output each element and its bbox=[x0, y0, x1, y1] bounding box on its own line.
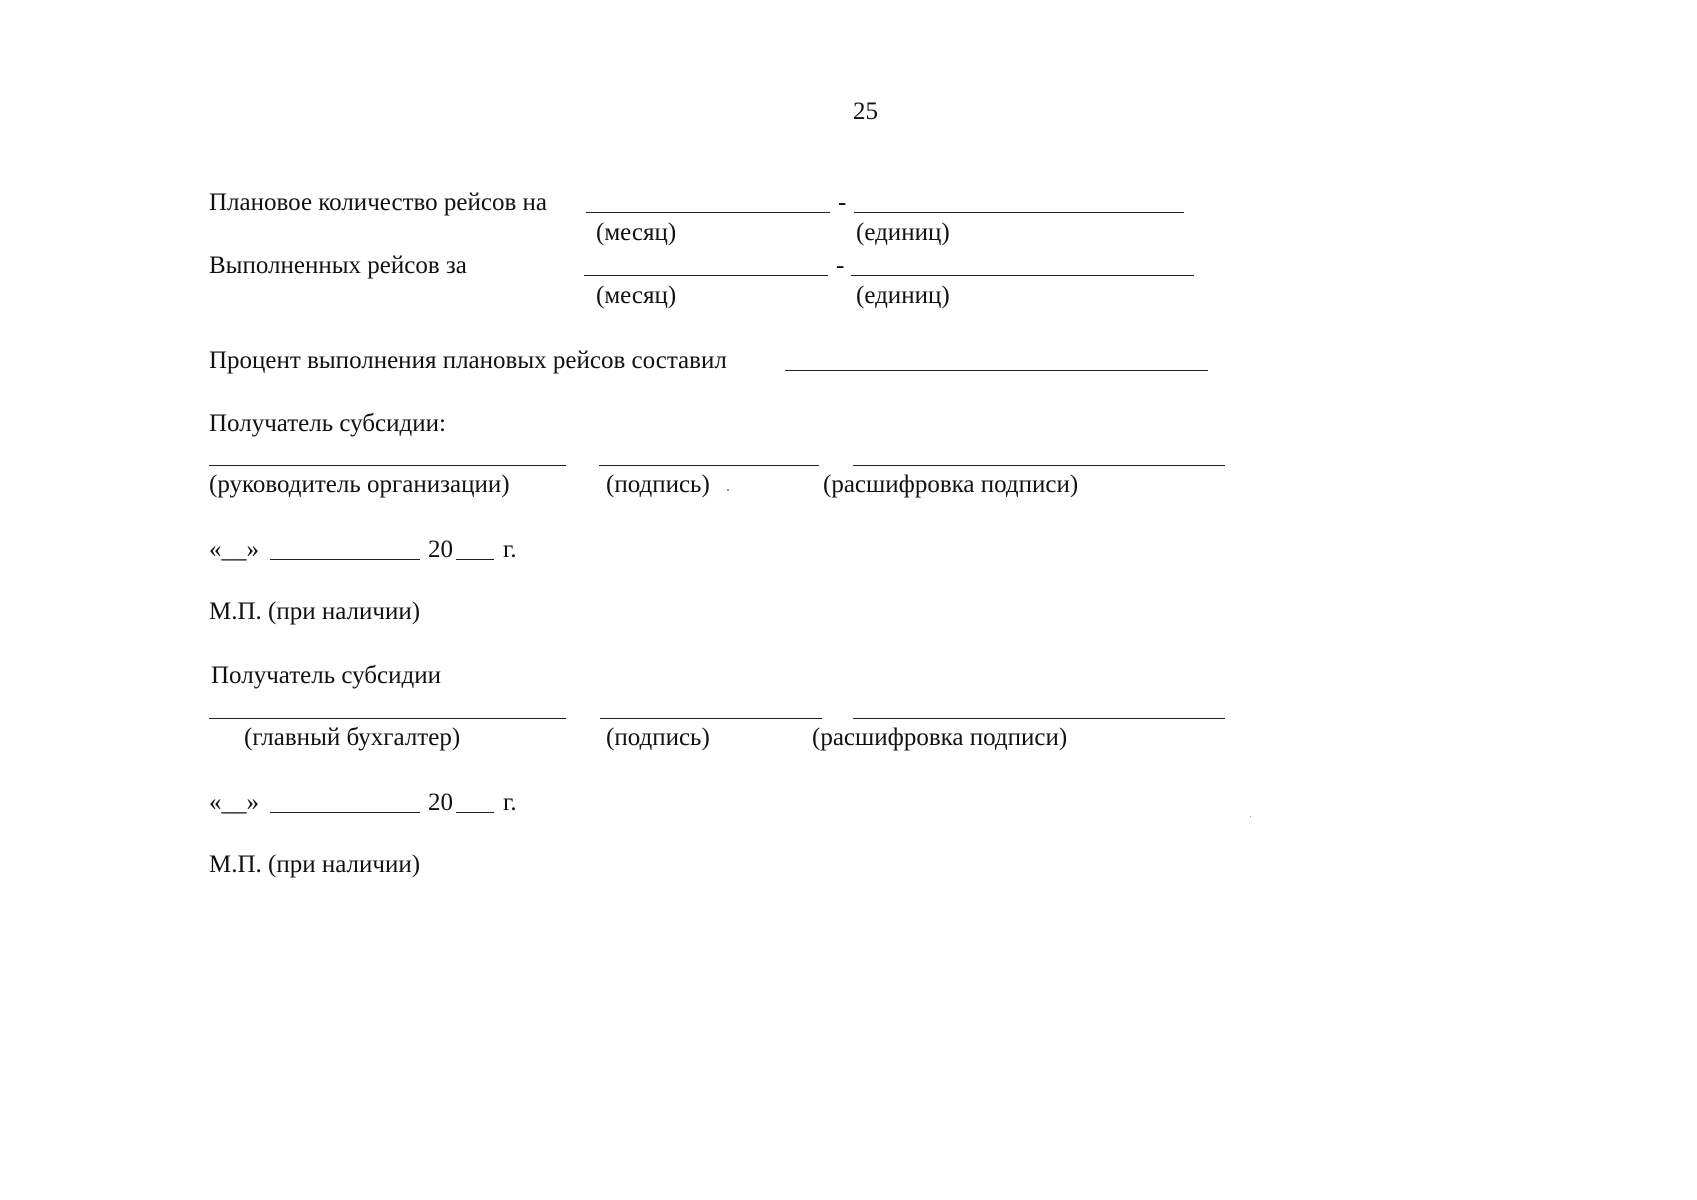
date-quote-1: «__» bbox=[209, 536, 259, 563]
scan-speck bbox=[727, 489, 729, 491]
date-suffix-1: г. bbox=[503, 536, 517, 563]
percent-label: Процент выполнения плановых рейсов составил bbox=[209, 347, 727, 374]
role-blank-2[interactable] bbox=[209, 718, 566, 719]
recipient-title-2: Получатель субсидии bbox=[211, 662, 441, 689]
planned-dash: - bbox=[838, 189, 847, 216]
decoding-blank-1[interactable] bbox=[853, 465, 1225, 466]
date-month-blank-1[interactable] bbox=[270, 559, 420, 560]
completed-units-caption: (единиц) bbox=[856, 282, 950, 309]
decoding-blank-2[interactable] bbox=[853, 718, 1225, 719]
scan-speck bbox=[1250, 816, 1251, 817]
caption-signature-1: (подпись) bbox=[606, 471, 710, 498]
date-month-blank-2[interactable] bbox=[270, 812, 420, 813]
page-number: 25 bbox=[853, 98, 878, 125]
completed-units-blank[interactable] bbox=[851, 275, 1194, 276]
date-quote-2: «__» bbox=[209, 789, 259, 816]
stamp-note-1: М.П. (при наличии) bbox=[209, 598, 421, 625]
signature-blank-1[interactable] bbox=[599, 465, 819, 466]
caption-head-of-org: (руководитель организации) bbox=[209, 471, 510, 498]
completed-dash: - bbox=[836, 252, 845, 279]
planned-units-caption: (единиц) bbox=[856, 219, 950, 246]
planned-month-caption: (месяц) bbox=[596, 219, 677, 246]
stamp-note-2: М.П. (при наличии) bbox=[209, 851, 421, 878]
date-year-prefix-1: 20 bbox=[428, 536, 453, 563]
completed-month-caption: (месяц) bbox=[596, 282, 677, 309]
caption-decoding-1: (расшифровка подписи) bbox=[823, 471, 1079, 498]
date-year-blank-2[interactable] bbox=[456, 812, 494, 813]
date-year-prefix-2: 20 bbox=[428, 789, 453, 816]
completed-month-blank[interactable] bbox=[584, 275, 828, 276]
signature-blank-2[interactable] bbox=[600, 718, 822, 719]
date-year-blank-1[interactable] bbox=[456, 559, 494, 560]
planned-trips-label: Плановое количество рейсов на bbox=[209, 189, 547, 216]
planned-units-blank[interactable] bbox=[854, 212, 1184, 213]
caption-chief-accountant: (главный бухгалтер) bbox=[244, 724, 461, 751]
completed-trips-label: Выполненных рейсов за bbox=[209, 252, 467, 279]
role-blank-1[interactable] bbox=[209, 465, 566, 466]
caption-signature-2: (подпись) bbox=[606, 724, 710, 751]
caption-decoding-2: (расшифровка подписи) bbox=[812, 724, 1068, 751]
planned-month-blank[interactable] bbox=[586, 212, 830, 213]
percent-blank[interactable] bbox=[785, 370, 1208, 371]
recipient-title-1: Получатель субсидии: bbox=[209, 410, 446, 437]
date-suffix-2: г. bbox=[503, 789, 517, 816]
